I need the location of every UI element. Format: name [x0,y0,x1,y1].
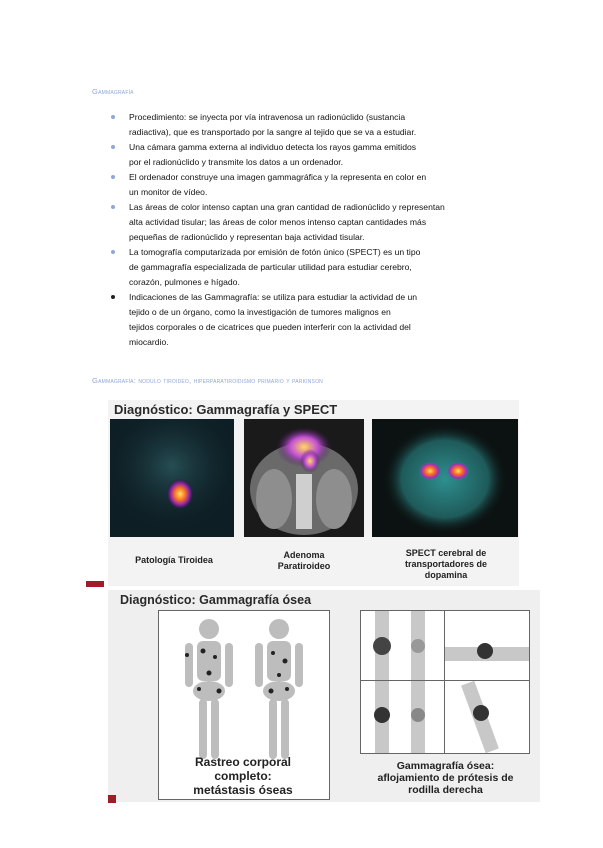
caption-thyroid: Patología Tiroidea [135,555,213,565]
list-item-text: Procedimiento: se inyecta por vía intravenosa un radionúclido (sustancia [129,112,406,122]
section-heading-gammagrafia: Gammagrafía [92,87,134,96]
bullet-icon [111,205,115,209]
list-item-text: corazón, pulmones e hígado. [129,277,240,287]
thyroid-hotspot-icon [110,419,234,537]
brain-spect-icon [372,419,518,537]
list-item [108,170,518,200]
knee-scan-image-3 [360,680,446,754]
accent-square [108,795,116,803]
knee-icon [445,611,529,681]
knee-icon [361,681,445,753]
bullet-list [108,110,518,350]
list-item-text: La tomografía computarizada por emisión de fotón único (SPECT) es un tipo [129,247,421,257]
caption-line: aflojamiento de prótesis de [377,772,514,784]
list-item-text: tejido o de un órgano, como la investigación de tumores malignos en [129,307,391,317]
list-item-text: de gammagrafía especializada de particular utilidad para estudiar cerebro, [129,262,412,272]
figure-bone-scan [108,590,540,802]
thyroid-scan-image [110,419,234,537]
parathyroid-scan-image [244,419,364,537]
caption-line: Gammagrafía ósea: [396,760,495,772]
list-item-text: por el radionúclido y transmite los datos a un ordenador. [129,157,344,167]
bullet-icon [111,145,115,149]
list-item-text: Una cámara gamma externa al individuo detecta los rayos gamma emitidos [129,142,417,152]
list-item-text: un monitor de vídeo. [129,187,208,197]
list-item [108,110,518,140]
knee-scan-image-4 [444,680,530,754]
caption-line: completo: [214,769,272,783]
list-item-text: tejidos corporales o de cicatrices que pueden interferir con la actividad del [129,322,411,332]
knee-icon [445,681,529,753]
section-heading-figures: Gammagrafía: nodulo tiroideo, hiperparatiroidismo primario y parkinson [92,376,323,385]
parathyroid-ct-icon [244,419,364,537]
spect-brain-image [372,419,518,537]
bullet-icon [111,295,115,299]
list-item [108,140,518,170]
caption-line: dopamina [424,570,468,580]
caption-line: Adenoma [283,550,325,560]
caption-line: transportadores de [404,559,488,569]
list-item-text: Indicaciones de las Gammagrafía: se utiliza para estudiar la actividad de un [129,292,418,302]
bullet-icon [111,115,115,119]
figure-title: Diagnóstico: Gammagrafía y SPECT [114,402,338,417]
list-item-text: Las áreas de color intenso captan una gran cantidad de radionúclido y representan [129,202,445,212]
figure-spect [108,400,519,586]
list-item-text: El ordenador construye una imagen gammagráfica y la representa en color en [129,172,427,182]
list-item-text: miocardio. [129,337,169,347]
caption-parathyroid [244,550,364,572]
list-item [108,245,518,290]
list-item [108,290,518,350]
caption-line: metástasis óseas [193,783,293,797]
list-item-text: pequeñas de radionúclido y representan baja actividad tisular. [129,232,365,242]
accent-bar [86,581,104,587]
knee-icon [361,611,445,681]
knee-scan-image-1 [360,610,446,682]
list-item-text: alta actividad tisular; las áreas de color menos intenso captan cantidades más [129,217,427,227]
caption-line: Paratiroideo [277,561,331,571]
bullet-icon [111,175,115,179]
caption-knee-prosthesis [358,760,533,796]
caption-spect [376,548,516,581]
figure-title: Diagnóstico: Gammagrafía ósea [120,593,312,607]
bullet-icon [111,250,115,254]
list-item-text: radiactiva), que es transportado por la sangre al tejido que se va a estudiar. [129,127,417,137]
caption-whole-body [158,755,328,797]
caption-line: Rastreo corporal [194,755,292,769]
list-item [108,200,518,245]
caption-line: rodilla derecha [408,784,483,796]
caption-line: SPECT cerebral de [405,548,487,558]
skeleton-icon [159,611,329,771]
knee-scan-image-2 [444,610,530,682]
